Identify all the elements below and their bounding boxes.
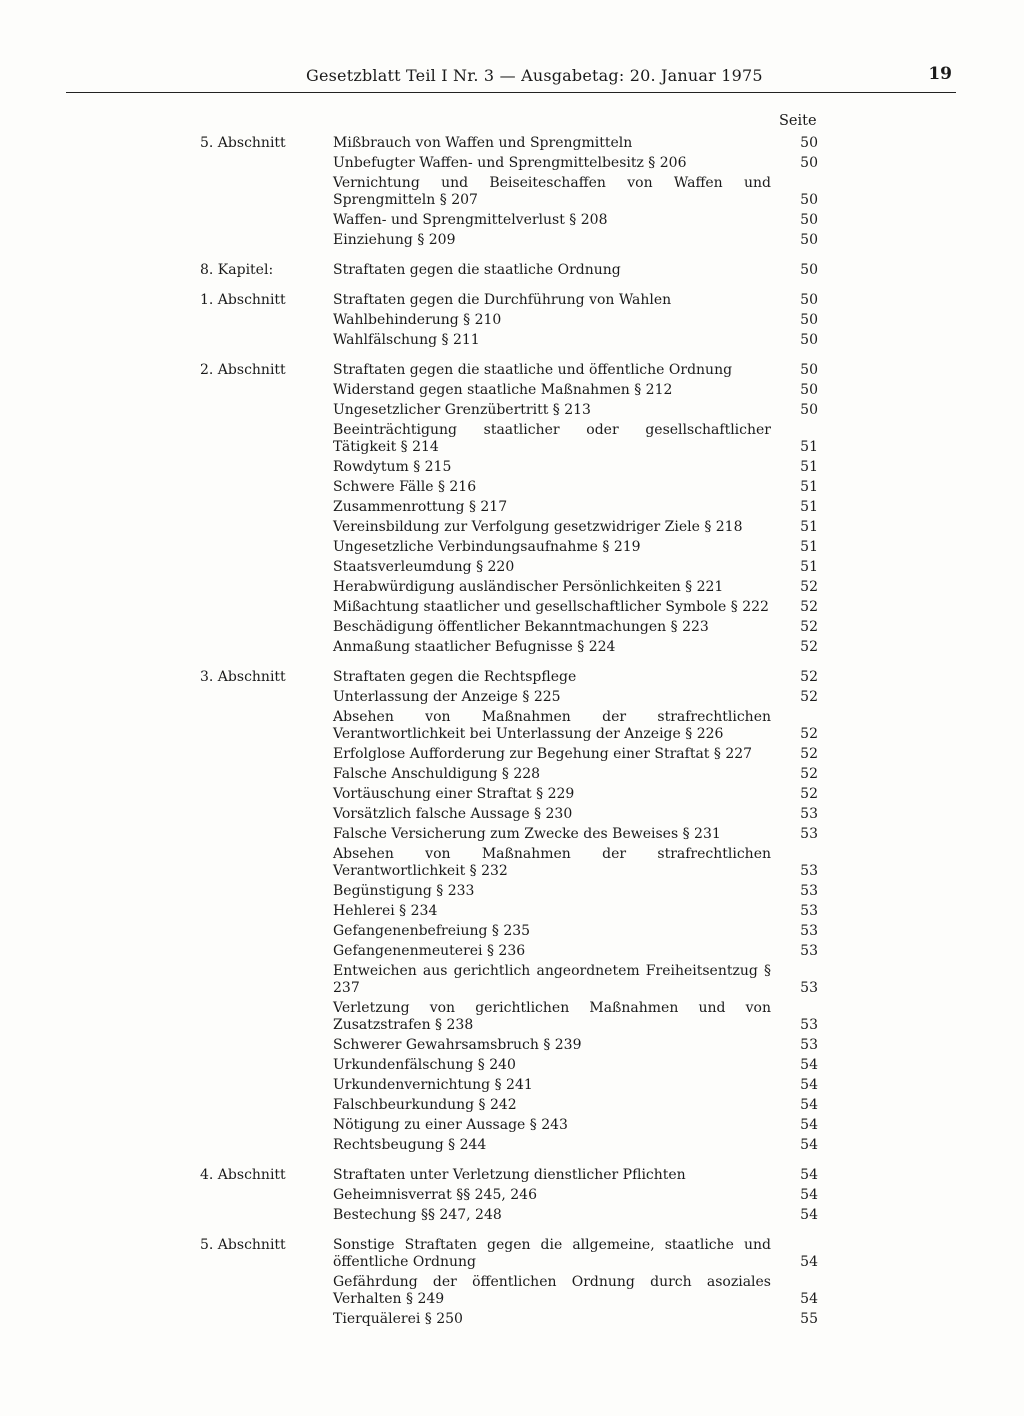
entry-page-number: 50 — [800, 361, 818, 378]
toc-entry — [333, 537, 820, 557]
toc-entry — [333, 400, 820, 420]
entry-page-number: 54 — [800, 1166, 818, 1183]
entry-page-number: 51 — [800, 458, 818, 475]
toc-entry — [333, 1115, 820, 1135]
entry-title: Wahlbehinderung § 210 — [333, 311, 502, 328]
toc-entry — [333, 420, 820, 457]
entry-title: Absehen von Maßnahmen der strafrechtlichen Verantwortlichkeit § 232 — [333, 845, 771, 879]
entry-title: Vernichtung und Beiseiteschaffen von Waffen und Sprengmitteln § 207 — [333, 174, 771, 208]
entry-title: Entweichen aus gerichtlich angeordnetem Freiheitsentzug § 237 — [333, 962, 771, 996]
entry-page-number: 50 — [800, 231, 818, 248]
entry-title: Einziehung § 209 — [333, 231, 456, 248]
entry-page-number: 50 — [800, 381, 818, 398]
entry-page-number: 54 — [800, 1056, 818, 1073]
entry-page-number: 50 — [800, 331, 818, 348]
entry-title: Beschädigung öffentlicher Bekanntmachungen § 223 — [333, 618, 709, 635]
entry-page-number: 53 — [800, 902, 818, 919]
entry-page-number: 50 — [800, 291, 818, 308]
entry-title: Tierquälerei § 250 — [333, 1310, 463, 1327]
toc-entry — [333, 1235, 820, 1272]
entry-title: Zusammenrottung § 217 — [333, 498, 508, 515]
entry-page-number: 54 — [800, 1253, 818, 1270]
toc-section — [200, 1235, 820, 1329]
toc-entry — [333, 1165, 820, 1185]
entry-page-number: 53 — [800, 882, 818, 899]
toc-entry — [333, 804, 820, 824]
toc-section — [200, 667, 820, 1155]
entry-page-number: 53 — [800, 979, 818, 996]
entry-page-number: 53 — [800, 942, 818, 959]
toc-entry — [333, 687, 820, 707]
toc-entry — [333, 617, 820, 637]
entry-title: Wahlfälschung § 211 — [333, 331, 480, 348]
entry-page-number: 53 — [800, 825, 818, 842]
section-label: 5. Abschnitt — [200, 1237, 286, 1253]
entry-title: Verletzung von gerichtlichen Maßnahmen und von Zusatzstrafen § 238 — [333, 999, 771, 1033]
entry-page-number: 52 — [800, 618, 818, 635]
entry-page-number: 52 — [800, 668, 818, 685]
page-header — [66, 64, 956, 93]
entry-title: Vortäuschung einer Straftat § 229 — [333, 785, 575, 802]
toc-entry — [333, 260, 820, 280]
toc-entry — [333, 784, 820, 804]
entry-page-number: 51 — [800, 498, 818, 515]
toc-entry — [333, 173, 820, 210]
entry-title: Anmaßung staatlicher Befugnisse § 224 — [333, 638, 616, 655]
toc-entry — [333, 477, 820, 497]
entry-title: Falschbeurkundung § 242 — [333, 1096, 517, 1113]
entry-title: Begünstigung § 233 — [333, 882, 475, 899]
toc-entry — [333, 998, 820, 1035]
toc-entry — [333, 497, 820, 517]
toc-entry — [333, 1205, 820, 1225]
toc-entry — [333, 637, 820, 657]
toc-entry — [333, 707, 820, 744]
toc-entry — [333, 764, 820, 784]
toc-entry — [333, 1095, 820, 1115]
toc-entry — [333, 667, 820, 687]
toc-section — [200, 290, 820, 350]
entry-page-number: 54 — [800, 1136, 818, 1153]
entry-page-number: 53 — [800, 862, 818, 879]
toc-entry — [333, 517, 820, 537]
toc-entry — [333, 921, 820, 941]
entry-page-number: 51 — [800, 538, 818, 555]
toc-entry — [333, 1075, 820, 1095]
entry-page-number: 50 — [800, 261, 818, 278]
entry-page-number: 53 — [800, 805, 818, 822]
entry-page-number: 54 — [800, 1206, 818, 1223]
entry-page-number: 50 — [800, 401, 818, 418]
entry-title: Staatsverleumdung § 220 — [333, 558, 515, 575]
toc-entry — [333, 360, 820, 380]
entry-page-number: 52 — [800, 745, 818, 762]
toc-entry — [333, 230, 820, 250]
entry-title: Gefangenenbefreiung § 235 — [333, 922, 531, 939]
entry-page-number: 54 — [800, 1096, 818, 1113]
entry-page-number: 51 — [800, 558, 818, 575]
toc-entry — [333, 290, 820, 310]
entry-page-number: 51 — [800, 438, 818, 455]
toc-entry — [333, 330, 820, 350]
header-title: Gesetzblatt Teil I Nr. 3 — Ausgabetag: 20. Januar 1975 — [306, 66, 763, 85]
toc-entry — [333, 597, 820, 617]
entry-page-number: 52 — [800, 598, 818, 615]
toc-entry — [333, 744, 820, 764]
section-label: 3. Abschnitt — [200, 669, 286, 685]
toc-entry — [333, 577, 820, 597]
entry-page-number: 53 — [800, 1016, 818, 1033]
entry-title: Waffen- und Sprengmittelverlust § 208 — [333, 211, 608, 228]
entry-page-number: 52 — [800, 578, 818, 595]
entry-title: Herabwürdigung ausländischer Persönlichkeiten § 221 — [333, 578, 724, 595]
section-label: 8. Kapitel: — [200, 262, 274, 278]
entry-page-number: 54 — [800, 1116, 818, 1133]
entry-page-number: 52 — [800, 765, 818, 782]
entry-title: Urkundenfälschung § 240 — [333, 1056, 516, 1073]
toc-section — [200, 1165, 820, 1225]
entry-title: Hehlerei § 234 — [333, 902, 438, 919]
section-label: 5. Abschnitt — [200, 135, 286, 151]
entry-title: Straftaten unter Verletzung dienstlicher Pflichten — [333, 1166, 686, 1183]
toc-entry — [333, 557, 820, 577]
entry-title: Gefährdung der öffentlichen Ordnung durch asoziales Verhalten § 249 — [333, 1273, 771, 1307]
toc-entry — [333, 961, 820, 998]
entry-title: Beeinträchtigung staatlicher oder gesellschaftlicher Tätigkeit § 214 — [333, 421, 771, 455]
entry-title: Ungesetzlicher Grenzübertritt § 213 — [333, 401, 591, 418]
toc-entry — [333, 1055, 820, 1075]
toc-entry — [333, 380, 820, 400]
toc-entry — [333, 310, 820, 330]
toc-entry — [333, 844, 820, 881]
entry-title: Unbefugter Waffen- und Sprengmittelbesitz § 206 — [333, 154, 687, 171]
toc-entry — [333, 210, 820, 230]
entry-page-number: 52 — [800, 785, 818, 802]
toc-section — [200, 360, 820, 657]
entry-title: Ungesetzliche Verbindungsaufnahme § 219 — [333, 538, 641, 555]
section-label: 2. Abschnitt — [200, 362, 286, 378]
entry-title: Straftaten gegen die staatliche Ordnung — [333, 261, 621, 278]
entry-title: Bestechung §§ 247, 248 — [333, 1206, 502, 1223]
entry-title: Sonstige Straftaten gegen die allgemeine, staatliche und öffentliche Ordnung — [333, 1236, 771, 1270]
entry-title: Straftaten gegen die Durchführung von Wahlen — [333, 291, 672, 308]
toc-entry — [333, 153, 820, 173]
toc-entry — [333, 941, 820, 961]
toc-section — [200, 260, 820, 280]
entry-page-number: 54 — [800, 1186, 818, 1203]
entry-page-number: 53 — [800, 1036, 818, 1053]
entry-page-number: 54 — [800, 1290, 818, 1307]
toc-entry — [333, 824, 820, 844]
table-of-contents — [200, 133, 820, 1339]
entry-title: Urkundenvernichtung § 241 — [333, 1076, 533, 1093]
toc-entry — [333, 1185, 820, 1205]
entry-title: Gefangenenmeuterei § 236 — [333, 942, 526, 959]
entry-page-number: 55 — [800, 1310, 818, 1327]
entry-page-number: 50 — [800, 211, 818, 228]
entry-title: Erfolglose Aufforderung zur Begehung einer Straftat § 227 — [333, 745, 753, 762]
entry-title: Geheimnisverrat §§ 245, 246 — [333, 1186, 537, 1203]
toc-section — [200, 133, 820, 250]
toc-entry — [333, 1035, 820, 1055]
entry-page-number: 52 — [800, 688, 818, 705]
entry-title: Rechtsbeugung § 244 — [333, 1136, 487, 1153]
entry-page-number: 50 — [800, 134, 818, 151]
entry-title: Schwere Fälle § 216 — [333, 478, 477, 495]
toc-entry — [333, 133, 820, 153]
entry-page-number: 54 — [800, 1076, 818, 1093]
entry-title: Widerstand gegen staatliche Maßnahmen § 212 — [333, 381, 673, 398]
entry-title: Vereinsbildung zur Verfolgung gesetzwidriger Ziele § 218 — [333, 518, 743, 535]
entry-title: Schwerer Gewahrsamsbruch § 239 — [333, 1036, 582, 1053]
entry-title: Falsche Anschuldigung § 228 — [333, 765, 541, 782]
section-label: 1. Abschnitt — [200, 292, 286, 308]
page-number: 19 — [928, 64, 952, 84]
toc-entry — [333, 881, 820, 901]
entry-title: Nötigung zu einer Aussage § 243 — [333, 1116, 568, 1133]
section-label: 4. Abschnitt — [200, 1167, 286, 1183]
column-header-seite: Seite — [779, 113, 817, 129]
entry-page-number: 52 — [800, 725, 818, 742]
toc-entry — [333, 1309, 820, 1329]
entry-title: Straftaten gegen die staatliche und öffentliche Ordnung — [333, 361, 733, 378]
entry-title: Unterlassung der Anzeige § 225 — [333, 688, 561, 705]
entry-title: Falsche Versicherung zum Zwecke des Beweises § 231 — [333, 825, 721, 842]
entry-title: Vorsätzlich falsche Aussage § 230 — [333, 805, 573, 822]
entry-title: Absehen von Maßnahmen der strafrechtlichen Verantwortlichkeit bei Unterlassung der Anzeige § 226 — [333, 708, 771, 742]
entry-page-number: 51 — [800, 478, 818, 495]
entry-page-number: 52 — [800, 638, 818, 655]
entry-title: Rowdytum § 215 — [333, 458, 452, 475]
entry-title: Straftaten gegen die Rechtspflege — [333, 668, 577, 685]
toc-entry — [333, 1135, 820, 1155]
toc-entry — [333, 901, 820, 921]
entry-page-number: 51 — [800, 518, 818, 535]
toc-entry — [333, 457, 820, 477]
entry-title: Mißbrauch von Waffen und Sprengmitteln — [333, 134, 633, 151]
entry-page-number: 50 — [800, 154, 818, 171]
entry-page-number: 53 — [800, 922, 818, 939]
toc-entry — [333, 1272, 820, 1309]
entry-page-number: 50 — [800, 191, 818, 208]
entry-page-number: 50 — [800, 311, 818, 328]
entry-title: Mißachtung staatlicher und gesellschaftlicher Symbole § 222 — [333, 598, 769, 615]
